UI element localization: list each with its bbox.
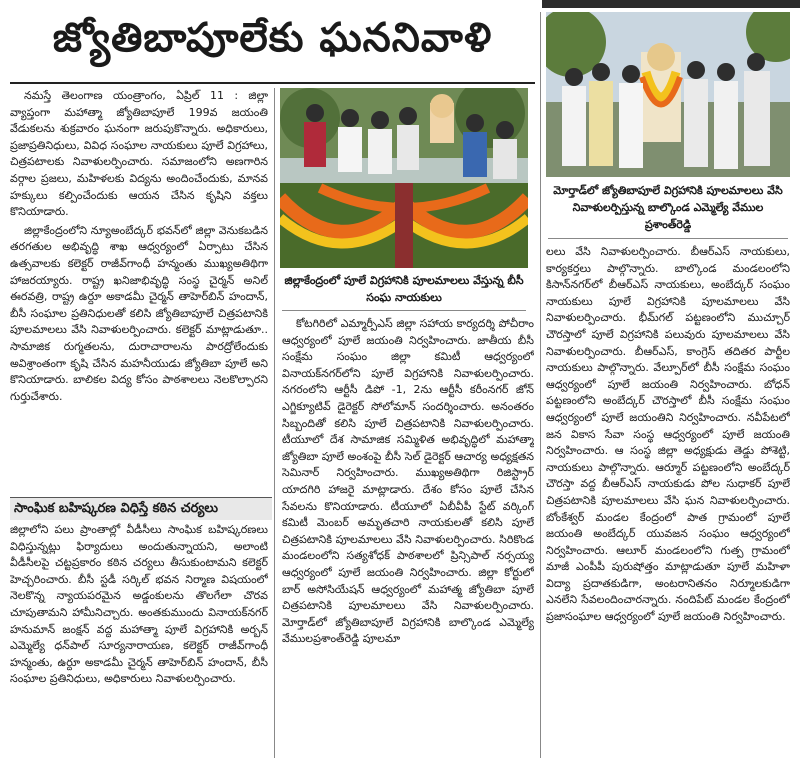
photo-caption: జిల్లాకేంద్రంలో పూలే విగ్రహానికి పూలమాలలు వేస్తున్న బీసీ సంఘ నాయకులు <box>282 272 526 311</box>
top-rule <box>542 0 800 8</box>
photo-illustration <box>546 12 790 177</box>
photo-bc-leaders-garland <box>280 88 528 268</box>
column-3 <box>546 244 790 762</box>
column-1 <box>10 88 268 494</box>
column-divider <box>274 88 275 758</box>
paragraph: జిల్లాకేంద్రంలోని న్యూఅంబేద్కర్ భవన్‌లో జిల్లా వెనుకబడిన తరగతుల అభివృద్ధి శాఖ ఆధ్వర్యంలో ఏర్పాటు చేసిన ఉత్సవాలకు కలెక్టర్ రాజీవ్‌గాంధీ హన్మంతు ముఖ్యఅతిథిగా హాజరయ్యారు. రాష్ట్ర ఖనిజాభివృద్ధి సంస్థ చైర్మన్ అనిల్ ఈరవత్రి, రాష్ట్ర ఉర్దూ అకాడమీ చైర్మన్ తాహెర్‌బిన్ హందాన్, బీసీ సంఘాల ప్రతినిధులతో కలిసి జ్యోతిబాపూలే చిత్రపటానికి పూలమాలలు వేసి నివాళులర్పించారు. కలెక్టర్ మాట్లాడుతూ.. సామాజిక రుగ్మతలను, దురాచారాలను పారద్రోలేందుకు అవిశ్రాంతంగా కృషి చేసిన మహనీయుడు జ్యోతిబా పూలే అని కొనియాడారు. బాలికల విద్య కోసం పాఠశాలలు నెలకొల్పారని గుర్తుచేశారు. <box>10 223 268 403</box>
column-2 <box>282 316 534 762</box>
paragraph: జిల్లాలోని పలు ప్రాంతాల్లో వీడీసీలు సాంఘిక బహిష్కరణలు విధిస్తున్నట్లు ఫిర్యాదులు అందుతున్నాయని, అలాంటి వీడీసీలపై చట్టప్రకారం కఠిన చర్యలు తీసుకుంటామని కలెక్టర్ హెచ్చరించారు. బీసీ స్టడీ సర్కిల్ భవన నిర్మాణ విషయంలో నెలకొన్న న్యాయపరమైన అడ్డంకులను తొలగేలా చొరవ చూపుతామని హామీనిచ్చారు. అంతకుముందు వినాయక్‌నగర్ హనుమాన్ జంక్షన్ వద్ద మహాత్మా పూలే విగ్రహానికి అర్బన్ ఎమ్మెల్యే ధన్‌పాల్ సూర్యనారాయణ, కలెక్టర్ రాజీవ్‌గాంధీ హన్మంతు, ఉర్దూ అకాడమీ చైర్మన్ తాహెర్‌బిన్ హందాన్, బీసీ సంఘాల ప్రతినిధులు, అధికారులు నివాళులర్పించారు. <box>10 523 268 686</box>
page-title: జ్యోతిబాపూలేకు ఘననివాళి <box>10 4 535 84</box>
paragraph: కోటగిరిలో ఎమ్మార్పీఎస్ జిల్లా సహాయ కార్యదర్శి పోచీరాం ఆధ్వర్యంలో పూలే జయంతి నిర్వహించారు. జాతీయ బీసీ సంక్షేమ సంఘం జిల్లా కమిటీ ఆధ్వర్యంలో వినాయక్‌నగర్‌లోని పూలే విగ్రహానికి నివాళులర్పించారు. నగరంలోని ఆర్టీసీ డిపో -1, 2ను ఆర్టీసీ కరీంనగర్ జోన్ ఎగ్జిక్యూటివ్ డైరెక్టర్ సోలోమాన్ సందర్శించారు. అనంతరం సిబ్బందితో కలిసి పూలే చిత్రపటానికి నివాళులర్పించారు. టీయూలో దేశ సామాజిక సమ్మిళిత అభివృద్ధిలో మహాత్మా జ్యోతిబా పూలే అంశంపై బీసీ సెల్ డైరెక్టర్ ఆచార్య అధ్యక్షతన సెమినార్ నిర్వహించారు. ముఖ్యఅతిథిగా రిజిస్ట్రార్ యాదగిరి హాజరై మాట్లాడారు. దేశం కోసం పూలే చేసిన సేవలను కొనియాడారు. టీయూలో ఏబీవీపీ స్టేట్ వర్కింగ్ కమిటీ మెంబర్ అమృతచారి నాయకులతో కలిసి పూలే చిత్రపటానికి పూలమాలలు వేసి నివాళులర్పించారు. సిరికొండ మండలంలోని సత్యశోధక్ పాఠశాలలో ప్రిన్సిపాల్ నర్సయ్య ఆధ్వర్యంలో పూలే జయంతి నిర్వహించారు. జిల్లా కోర్టులో బార్ అసోసియేషన్ ఆధ్వర్యంలో మహాత్మ జ్యోతిబా పూలే చిత్రపటానికి పూలమాలలు వేసి నివాళులర్పించారు. మోర్తాడ్‌లో జ్యోతిబాపూలే విగ్రహానికి బాల్కొండ ఎమ్మెల్యే వేములప్రశాంత్‌రెడ్డి పూలమా <box>282 317 534 646</box>
photo-mla-garland <box>546 12 790 177</box>
column-1-continued <box>10 522 268 762</box>
photo-illustration <box>280 88 528 268</box>
paragraph: లలు వేసి నివాళులర్పించారు. బీఆర్ఎస్ నాయకులు, కార్యకర్తలు పాల్గొన్నారు. బాల్కొండ మండలంలోని కిసాన్‌నగర్‌లో బీఆర్ఎస్ నాయకులు, అంబేద్కర్ సంఘం నాయకులు పూలే విగ్రహానికి పూలమాలలు వేసి నివాళులర్పించారు. భీమ్‌గల్ పట్టణంలోని ముచ్చూర్ చౌరస్తాలో పూలే విగ్రహానికి పలువురు పూలమాలలు వేసి నివాళులర్పించారు. బీఆర్ఎస్, కాంగ్రెస్ తదితర పార్టీల నాయకులు పాల్గొన్నారు. వేల్పూర్‌లో బీసీ సంక్షేమ సంఘం ఆధ్వర్యంలో పూలే జయంతి నిర్వహించారు. బోధన్ పట్టణంలోని అంబేద్కర్ చౌరస్తాలో బీసీ సంక్షేమ సంఘం ఆధ్వర్యంలో పూలే జయంతిని నిర్వహించారు. నవీపేటలో జన వికాస సేవా సంస్థ ఆధ్వర్యంలో పూలే జయంతి నిర్వహించారు. ఆ సంస్థ జిల్లా అధ్యక్షుడు తెడ్డు పోశెట్టి, నాయకులు పాల్గొన్నారు. ఆర్మూర్ పట్టణంలోని అంబేద్కర్ చౌరస్తా వద్ద బీఆర్ఎస్ నాయకుడు పోల సుధాకర్ పూలే చిత్రపటానికి పూలమాలలు వేసి ఘన నివాళులర్పించారు. బోంకేశ్వర్ మండల కేంద్రంలో పాత గ్రామంలో పూలే జయంతి అంబేద్కర్ యువజన సంఘం ఆధ్వర్యంలో నిర్వహించారు. ఆలూర్ మండలంలోని గుత్ప గ్రామంలో మాజీ ఎంపీపీ పురుషోత్తం మాట్లాడుతూ పూలే మహిళా విద్యా ప్రదాతకుడిగా, అంటరానితనం నిర్మూలకుడిగా ఎనలేని సేవలందించారన్నారు. నందిపేట్ మండల కేంద్రంలో ప్రజాసంఘాల ఆధ్వర్యంలో పూలే జయంతి నిర్వహించారు. <box>546 245 790 624</box>
paragraph: నమస్తే తెలంగాణ యంత్రాంగం, ఏప్రిల్ 11 : జిల్లా వ్యాప్తంగా మహాత్మా జ్యోతిబాపూలే 199వ జయంతి వేడుకలను శుక్రవారం ఘనంగా జరుపుకొన్నారు. అధికారులు, ప్రజాప్రతినిధులు, వివిధ సంఘాల నాయకులు పూలే విగ్రహాలు, చిత్రపటాలకు నివాళులర్పించారు. సమాజంలోని అణగారిన వర్గాల ప్రజలు, మహిళలకు విద్యను అందించేందుకు, మానవ హక్కులు కల్పించేందుకు ఆయన చేసిన కృషిని వక్తలు కొనియాడారు. <box>10 89 268 219</box>
column-divider <box>540 12 541 758</box>
photo-caption: మోర్తాడ్‌లో జ్యోతిబాపూలే విగ్రహానికి పూలమాలలు వేసి నివాళులర్పిస్తున్న బాల్కొండ ఎమ్మెల్యే వేముల ప్రశాంత్‌రెడ్డి <box>548 182 788 239</box>
section-subheading: సాంఘిక బహిష్కరణ విధిస్తే కఠిన చర్యలు <box>10 497 272 520</box>
